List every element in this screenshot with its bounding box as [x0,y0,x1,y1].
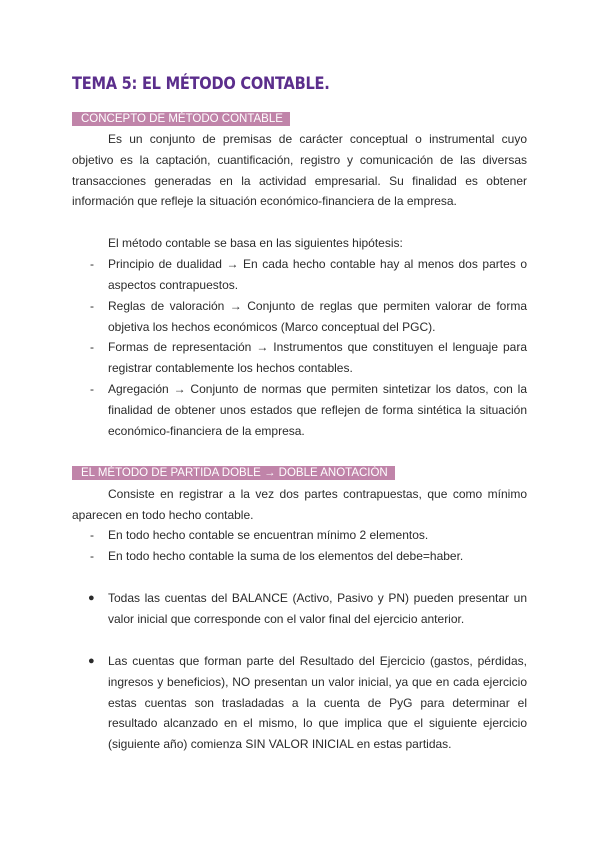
section-heading-partida-doble: EL MÉTODO DE PARTIDA DOBLE → DOBLE ANOTACIÓN [72,466,395,480]
partida-doble-paragraph: Consiste en registrar a la vez dos partes contrapuestas, que como mínimo aparecen en todo hecho contable. [72,487,527,522]
dash-marker: - [90,299,94,313]
list-item-text: Reglas de valoración → Conjunto de reglas que permiten valorar de forma objetiva los hechos económicos (Marco conceptual del PGC). [108,299,527,334]
bullet-dot-icon: ● [88,655,95,667]
list-item-text: En todo hecho contable la suma de los elementos del debe=haber. [108,549,464,563]
page-title: TEMA 5: EL MÉTODO CONTABLE. [72,74,330,94]
hipotesis-intro: El método contable se basa en las siguientes hipótesis: [108,236,403,250]
list-item [72,254,527,296]
dash-marker: - [90,257,94,271]
list-item [72,296,527,338]
list-item [72,651,527,755]
list-item-text: Principio de dualidad → En cada hecho contable hay al menos dos partes o aspectos contrapuestos. [108,257,527,292]
list-item [72,379,527,441]
section-heading-concepto: CONCEPTO DE MÉTODO CONTABLE [72,112,290,126]
list-item [72,525,527,546]
dash-marker: - [90,340,94,354]
list-item [72,546,527,567]
bullet-dot-icon: ● [88,592,95,604]
list-item [72,588,527,630]
list-item-text: Formas de representación → Instrumentos que constituyen el lenguaje para registrar contablemente los hechos contables. [108,340,527,375]
dash-marker: - [90,528,94,542]
list-item-text: Las cuentas que forman parte del Resultado del Ejercicio (gastos, pérdidas, ingresos y beneficios), NO presentan un valor inicial, ya que en cada ejercicio estas cuentas son trasladadas a la cuenta de PyG para determinar el resultado alcanzado en el mismo, lo que implica que el siguiente ejercicio (siguiente año) comienza SIN VALOR INICIAL en estas partidas. [108,654,527,752]
list-item [72,337,527,379]
dash-marker: - [90,382,94,396]
dash-marker: - [90,549,94,563]
list-item-text: Todas las cuentas del BALANCE (Activo, Pasivo y PN) pueden presentar un valor inicial que corresponde con el valor final del ejercicio anterior. [108,591,527,626]
list-item-text: Agregación → Conjunto de normas que permiten sintetizar los datos, con la finalidad de obtener unos estados que reflejen de forma sintética la situación económico-financiera de la empresa. [108,382,527,438]
concepto-paragraph: Es un conjunto de premisas de carácter conceptual o instrumental cuyo objetivo es la captación, cuantificación, registro y comunicación de las diversas transacciones generadas en la actividad empresarial. Su finalidad es obtener información que refleje la situación económico-financiera de la empresa. [72,132,527,209]
list-item-text: En todo hecho contable se encuentran mínimo 2 elementos. [108,528,429,542]
